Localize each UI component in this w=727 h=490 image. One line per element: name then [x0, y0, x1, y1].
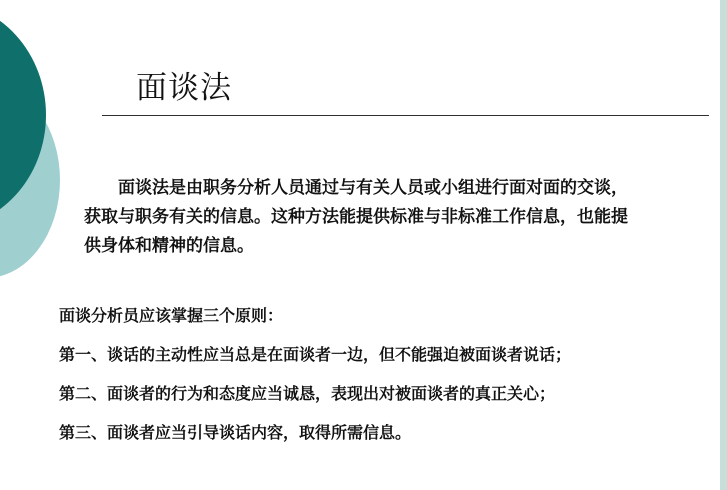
- title-divider: [102, 115, 709, 116]
- slide-title: 面谈法: [136, 70, 232, 106]
- principles-section: [59, 302, 709, 447]
- principle-item-3: 第三、面谈者应当引导谈话内容，取得所需信息。: [59, 423, 412, 442]
- intro-paragraph: 面谈法是由职务分析人员通过与有关人员或小组进行面对面的交谈，获取与职务有关的信息。这种方法能提供标准与非标准工作信息，也能提供身体和精神的信息。: [84, 178, 628, 256]
- principle-item-2: 第二、面谈者的行为和态度应当诚恳，表现出对被面谈者的真正关心；: [59, 384, 556, 403]
- principle-item-1: 第一、谈话的主动性应当总是在面谈者一边，但不能强迫被面谈者说话；: [59, 345, 572, 364]
- slide-edge-decoration: [720, 0, 727, 490]
- principles-heading: 面谈分析员应该掌握三个原则：: [59, 306, 284, 325]
